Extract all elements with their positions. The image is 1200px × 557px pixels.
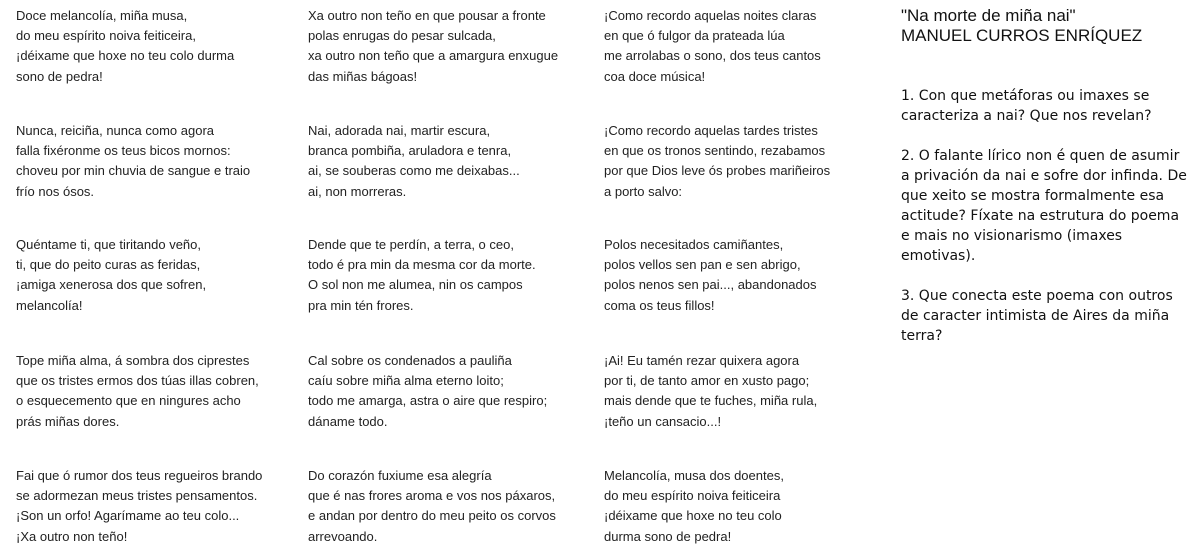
verse-line: me arrolabas o sono, dos teus cantos <box>604 48 821 64</box>
verse-line: das miñas bágoas! <box>308 68 418 84</box>
verse-line: en que os tronos sentindo, rezabamos <box>604 143 826 159</box>
stanza <box>16 121 301 202</box>
verse-line: polos vellos sen pan e sen abrigo, <box>604 257 801 273</box>
verse-line: ai, se souberas como me deixabas... <box>308 163 520 179</box>
verse-line: Doce melancolía, miña musa, <box>16 8 188 23</box>
verse-line: O sol non me alumea, nin os campos <box>308 277 523 293</box>
verse-line: pra min tén frores. <box>308 297 414 313</box>
verse-line: prás miñas dores. <box>16 413 120 429</box>
verse-line: todo é pra min da mesma cor da morte. <box>308 257 536 273</box>
verse-line: coa doce música! <box>604 68 706 84</box>
activity-panel <box>901 6 1191 344</box>
stanza <box>308 351 598 432</box>
verse-line: ti, que do peito curas as feridas, <box>16 257 201 273</box>
verse-line: sono de pedra! <box>16 68 103 84</box>
verse-line: Fai que ó rumor dos teus regueiros brando <box>16 468 263 483</box>
question-2: 2. O falante lírico non é quen de asumir a privación da nai e sofre dor infinda. De que xeito se mostra formalmente esa actitude? Fíxate na estrutura do poema e mais no visionarismo (imaxes emotivas). <box>901 148 1187 264</box>
verse-line: coma os teus fillos! <box>604 297 715 313</box>
verse-line: ¡amiga xenerosa dos que sofren, <box>16 277 207 293</box>
verse-line: Cal sobre os condenados a pauliña <box>308 353 512 368</box>
verse-line: se adormezan meus tristes pensamentos. <box>16 488 258 504</box>
stanza <box>604 466 889 547</box>
question-3: 3. Que conecta este poema con outros de caracter intimista de Aires da miña terra? <box>901 288 1173 344</box>
verse-line: ai, non morreras. <box>308 183 407 199</box>
stanza <box>308 6 598 87</box>
verse-line: frío nos ósos. <box>16 183 95 199</box>
verse-line: ¡déixame que hoxe no teu colo durma <box>16 48 235 64</box>
verse-line: ¡teño un cansacio...! <box>604 413 722 429</box>
verse-line: falla fixéronme os teus bicos mornos: <box>16 143 231 159</box>
verse-line: Polos necesitados camiñantes, <box>604 237 784 252</box>
verse-line: polas enrugas do pesar sulcada, <box>308 28 496 44</box>
verse-line: Quéntame ti, que tiritando veño, <box>16 237 202 252</box>
verse-line: durma sono de pedra! <box>604 528 732 544</box>
verse-line: e andan por dentro do meu peito os corvos <box>308 508 556 524</box>
verse-line: dáname todo. <box>308 413 388 429</box>
verse-line: Nai, adorada nai, martir escura, <box>308 123 491 138</box>
verse-line: por ti, de tanto amor en xusto pago; <box>604 373 810 389</box>
stanza <box>16 351 301 432</box>
question-1: 1. Con que metáforas ou imaxes se caracteriza a nai? Que nos revelan? <box>901 88 1152 124</box>
stanza <box>604 351 889 432</box>
verse-line: o esquecemento que en ningures acho <box>16 393 241 409</box>
verse-line: ¡Son un orfo! Agarímame ao teu colo... <box>16 508 240 524</box>
verse-line: Xa outro non teño en que pousar a fronte <box>308 8 546 23</box>
verse-line: Dende que te perdín, a terra, o ceo, <box>308 237 514 252</box>
stanza <box>16 6 301 87</box>
verse-line: mais dende que te fuches, miña rula, <box>604 393 818 409</box>
verse-line: en que ó fulgor da prateada lúa <box>604 28 785 44</box>
verse-line: polos nenos sen pai..., abandonados <box>604 277 817 293</box>
verse-line: ¡Ai! Eu tamén rezar quixera agora <box>604 353 800 368</box>
verse-line: a porto salvo: <box>604 183 683 199</box>
stanza <box>16 466 301 547</box>
stanza <box>604 235 889 316</box>
stanza <box>16 235 301 316</box>
verse-line: Do corazón fuxiume esa alegría <box>308 468 492 483</box>
verse-line: que os tristes ermos dos túas illas cobren, <box>16 373 259 389</box>
stanza <box>604 6 889 87</box>
verse-line: Tope miña alma, á sombra dos ciprestes <box>16 353 250 368</box>
question-list <box>901 86 1191 366</box>
poem-title: "Na morte de miña nai" <box>901 6 1076 25</box>
verse-line: ¡Como recordo aquelas noites claras <box>604 8 817 23</box>
verse-line: choveu por min chuvia de sangue e traio <box>16 163 251 179</box>
verse-line: ¡déixame que hoxe no teu colo <box>604 508 782 524</box>
verse-line: arrevoando. <box>308 528 378 544</box>
verse-line: caíu sobre miña alma eterno loito; <box>308 373 504 389</box>
stanza <box>308 121 598 202</box>
stanza <box>308 235 598 316</box>
verse-line: Melancolía, musa dos doentes, <box>604 468 784 483</box>
verse-line: Nunca, reiciña, nunca como agora <box>16 123 215 138</box>
verse-line: ¡Xa outro non teño! <box>16 528 128 544</box>
verse-line: do meu espírito noiva feiticeira, <box>16 28 196 44</box>
verse-line: todo me amarga, astra o aire que respiro; <box>308 393 548 409</box>
verse-line: xa outro non teño que a amargura enxugue <box>308 48 559 64</box>
verse-line: por que Dios leve ós probes mariñeiros <box>604 163 831 179</box>
verse-line: branca pombiña, aruladora e tenra, <box>308 143 512 159</box>
verse-line: que é nas frores aroma e vos nos páxaros, <box>308 488 556 504</box>
verse-line: melancolía! <box>16 297 83 313</box>
stanza <box>308 466 598 547</box>
verse-line: ¡Como recordo aquelas tardes tristes <box>604 123 818 138</box>
poem-author: MANUEL CURROS ENRÍQUEZ <box>901 26 1143 45</box>
stanza <box>604 121 889 202</box>
verse-line: do meu espírito noiva feiticeira <box>604 488 781 504</box>
